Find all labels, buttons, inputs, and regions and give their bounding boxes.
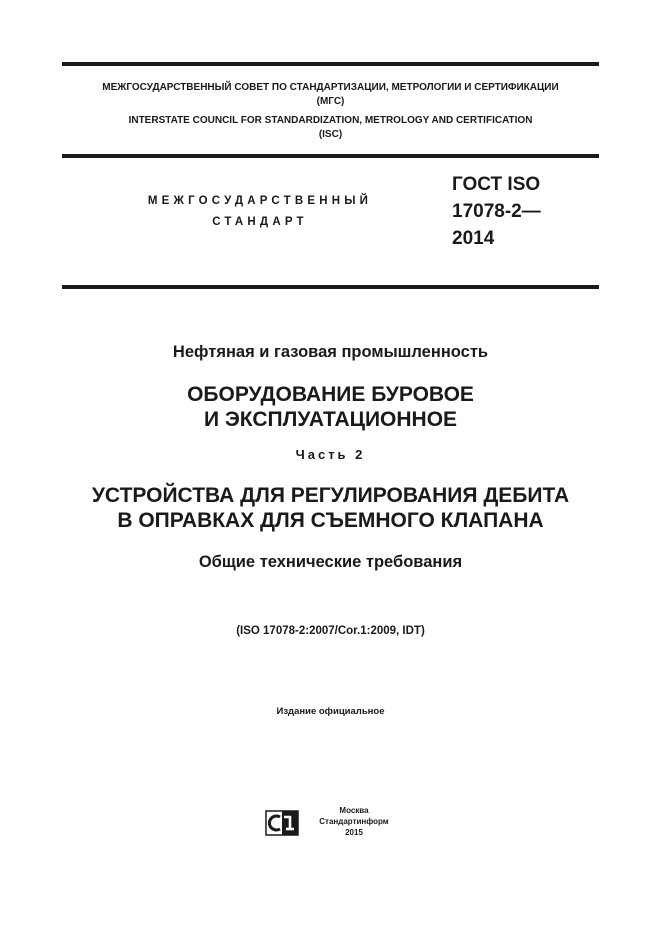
equipment-title-line1: ОБОРУДОВАНИЕ БУРОВОЕ [187, 383, 474, 406]
standard-number-line3: 2014 [452, 228, 495, 249]
council-rule [62, 154, 599, 158]
council-en-name: INTERSTATE COUNCIL FOR STANDARDIZATION, METROLOGY AND CERTIFICATION [128, 115, 533, 126]
iso-reference: (ISO 17078-2:2007/Cor.1:2009, IDT) [236, 625, 425, 637]
publisher-name: Стандартинформ [319, 817, 389, 826]
device-title [40, 483, 621, 533]
council-ru-abbr: (МГС) [316, 96, 345, 107]
edition-label: Издание официальное [276, 706, 385, 717]
top-rule [62, 62, 599, 66]
standard-number [452, 171, 602, 252]
standard-kind-line1: МЕЖГОСУДАРСТВЕННЫЙ [147, 195, 373, 207]
standard-kind [110, 191, 410, 233]
council-en-abbr: (ISC) [318, 129, 343, 140]
industry-title: Нефтяная и газовая промышленность [172, 343, 489, 361]
device-title-line2: В ОПРАВКАХ ДЛЯ СЪЕМНОГО КЛАПАНА [117, 509, 544, 532]
requirements-title: Общие технические требования [198, 553, 463, 571]
equipment-title-line2: И ЭКСПЛУАТАЦИОННОЕ [203, 408, 458, 431]
publisher-city: Москва [339, 806, 369, 815]
standard-kind-line2: СТАНДАРТ [212, 216, 308, 228]
council-block [62, 81, 599, 142]
standartinform-logo-icon [265, 810, 299, 836]
standard-rule [62, 285, 599, 289]
device-title-line1: УСТРОЙСТВА ДЛЯ РЕГУЛИРОВАНИЯ ДЕБИТА [91, 484, 570, 507]
part-number: Часть 2 [295, 447, 366, 462]
council-ru-name: МЕЖГОСУДАРСТВЕННЫЙ СОВЕТ ПО СТАНДАРТИЗАЦИИ, МЕТРОЛОГИИ И СЕРТИФИКАЦИИ [102, 82, 559, 93]
publisher-year: 2015 [345, 828, 363, 837]
standard-number-line1: ГОСТ ISO [452, 174, 541, 195]
equipment-title [40, 382, 621, 432]
standard-number-line2: 17078-2— [452, 201, 541, 222]
publisher-block [298, 805, 410, 838]
